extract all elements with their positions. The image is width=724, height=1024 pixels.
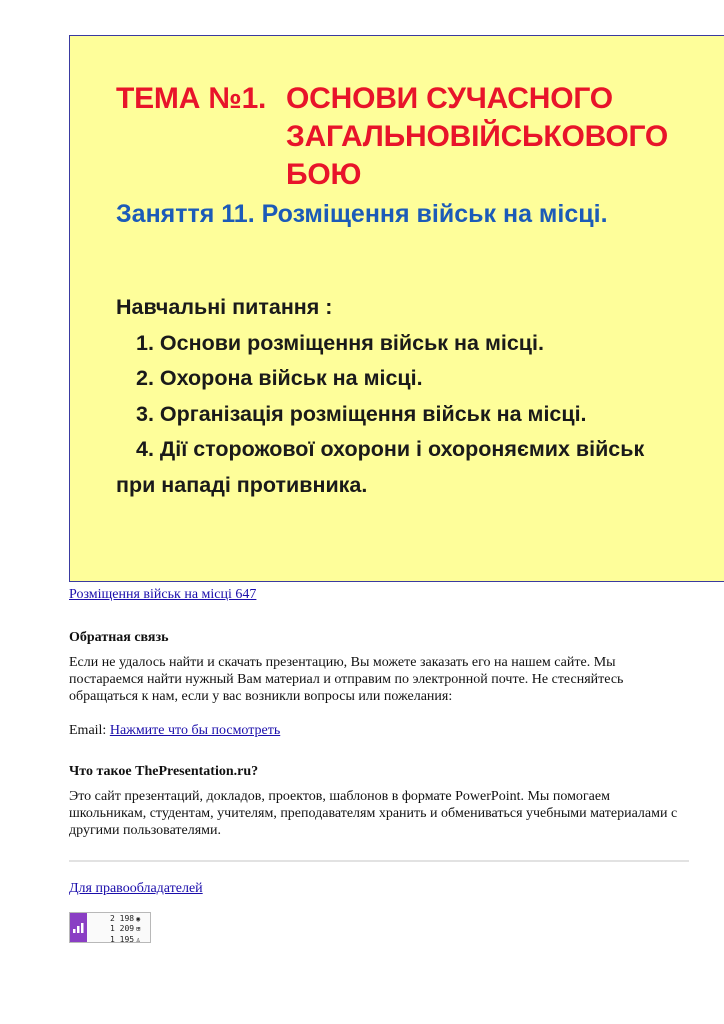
presentation-slide <box>69 35 724 582</box>
slide-title <box>116 80 668 194</box>
copyright-link[interactable]: Для правообладателей <box>69 881 203 896</box>
slide-title-line2: ЗАГАЛЬНОВІЙСЬКОВОГО <box>286 120 669 153</box>
eye-icon: ◉ <box>136 915 141 923</box>
question-item-continuation: при нападі противника. <box>116 472 368 497</box>
counter-today: 1 195 <box>110 934 135 944</box>
about-section <box>69 763 689 839</box>
question-item: 4. Дії сторожової охорони і охороняємих військ <box>136 437 645 461</box>
counter-visitors: 1 209 <box>110 924 135 934</box>
email-link[interactable]: Нажмите что бы посмотреть <box>109 723 281 738</box>
slide-caption-link[interactable]: Розміщення військ на місці 647 <box>69 587 257 602</box>
question-item: 3. Організація розміщення військ на місці. <box>136 401 587 426</box>
slide-subtitle: Заняття 11. Розміщення військ на місці. <box>116 200 608 228</box>
slide-title-topic: ТЕМА №1. <box>116 82 267 115</box>
email-label: Email: <box>69 723 107 738</box>
copyright-section <box>69 880 689 897</box>
feedback-text: Если не удалось найти и скачать презентацию, Вы можете заказать его на нашем сайте. Мы постараемся найти нужный Вам материал и отправим по электронной почте. Не стесняйтесь обращаться к нам, если у вас возникли вопросы или пожелания: <box>69 655 624 704</box>
counter-badge <box>70 913 87 942</box>
question-item: 2. Охорона військ на місці. <box>136 366 423 390</box>
slide-title-line1: ОСНОВИ СУЧАСНОГО <box>286 82 613 115</box>
bar-chart-icon <box>73 923 84 933</box>
counter-views: 2 198 <box>110 914 135 923</box>
questions-heading: Навчальні питання : <box>116 295 333 319</box>
email-row <box>69 722 689 739</box>
counter-rows <box>110 914 143 945</box>
feedback-heading: Обратная связь <box>69 630 169 645</box>
slide-title-line3: БОЮ <box>286 158 362 191</box>
divider <box>69 860 689 862</box>
visit-counter[interactable] <box>69 912 151 943</box>
about-heading: Что такое ThePresentation.ru? <box>69 764 259 779</box>
question-item: 1. Основи розміщення військ на місці. <box>136 330 544 355</box>
about-text: Это сайт презентаций, докладов, проектов, шаблонов в формате PowerPoint. Мы помогаем школьникам, студентам, учителям, преподавателям хранить и обмениваться учебными материалами с другими пользователями. <box>69 789 678 838</box>
feedback-section <box>69 629 689 739</box>
plus-box-icon: ⊞ <box>136 925 141 934</box>
person-icon: ♙ <box>136 935 141 944</box>
slide-questions <box>116 290 724 503</box>
